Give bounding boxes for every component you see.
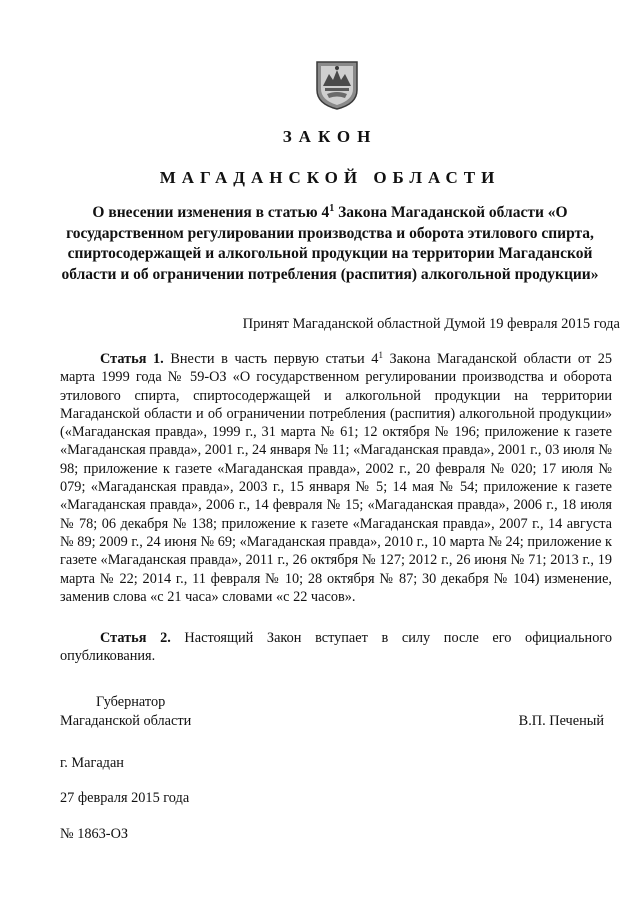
signatory-region: Магаданской области <box>60 713 192 729</box>
adoption-note: Принят Магаданской областной Думой 19 февраля 2015 года <box>242 316 620 332</box>
signing-date: 27 февраля 2015 года <box>60 790 190 806</box>
signatory-name: В.П. Печеный <box>518 713 604 729</box>
law-title <box>40 203 620 285</box>
law-title-part2: Закона Магаданской области «О государственном регулировании производства и оборота этилового спирта, спиртосодержащей и алкогольной продукции на территории Магаданской области и об ограничении потребления (распития) алкогольной продукции» <box>61 204 599 283</box>
article-1-text-part2: Закона Магаданской области от 25 марта 1999 года № 59-ОЗ «О государственном регулировании производства и оборота этилового спирта, спиртосодержащей и алкогольной продукции на территории Магаданской области и об ограничении потребления (распития) алкогольной продукции» («Магаданская правда», 1999 г., 31 марта № 61; 12 октября № 196; приложение к газете «Магаданская правда», 2001 г., 24 января № 11; «Магаданская правда», 2001 г., 03 июля № 98; приложение к газете «Магаданская правда», 2002 г., 20 февраля № 020; 17 июля № 079; «Магаданская правда», 2003 г., 15 января № 5; 14 мая № 54; приложение к газете «Магаданская правда», 2006 г., 14 февраля № 15; «Магаданская правда», 2006 г., 18 июля № 78; 06 декабря № 138; приложение к газете «Магаданская правда», 2007 г., 14 августа № 89; 2009 г., 24 июня № 69; «Магаданская правда», 2010 г., 10 марта № 24; приложение к газете «Магаданская правда», 2011 г., 26 октября № 127; 2012 г., 26 июня № 71; 2013 г., 19 марта № 22; 2014 г., 11 февраля № 10; 28 октября № 87; 30 декабря № 104) изменение, заменив слова «с 21 часа» словами «с 22 часов». <box>60 351 612 605</box>
law-number: № 1863-ОЗ <box>60 826 129 842</box>
article-1 <box>60 350 612 606</box>
document-region: МАГАДАНСКОЙ ОБЛАСТИ <box>159 168 501 187</box>
article-1-heading: Статья 1. <box>100 351 164 367</box>
signing-city: г. Магадан <box>60 755 124 771</box>
article-1-superscript: 1 <box>378 350 383 360</box>
article-2-text: Настоящий Закон вступает в силу после его официального опубликования. <box>60 630 612 665</box>
article-2-heading: Статья 2. <box>100 630 171 646</box>
law-title-part1: О внесении изменения в статью 4 <box>92 204 330 221</box>
article-1-text-part1: Внести в часть первую статьи 4 <box>163 351 379 367</box>
signatory-title: Губернатор <box>96 694 166 710</box>
law-title-superscript: 1 <box>329 203 335 214</box>
coat-of-arms-icon <box>315 60 359 110</box>
document-type: ЗАКОН <box>282 127 378 146</box>
article-2 <box>60 629 612 666</box>
